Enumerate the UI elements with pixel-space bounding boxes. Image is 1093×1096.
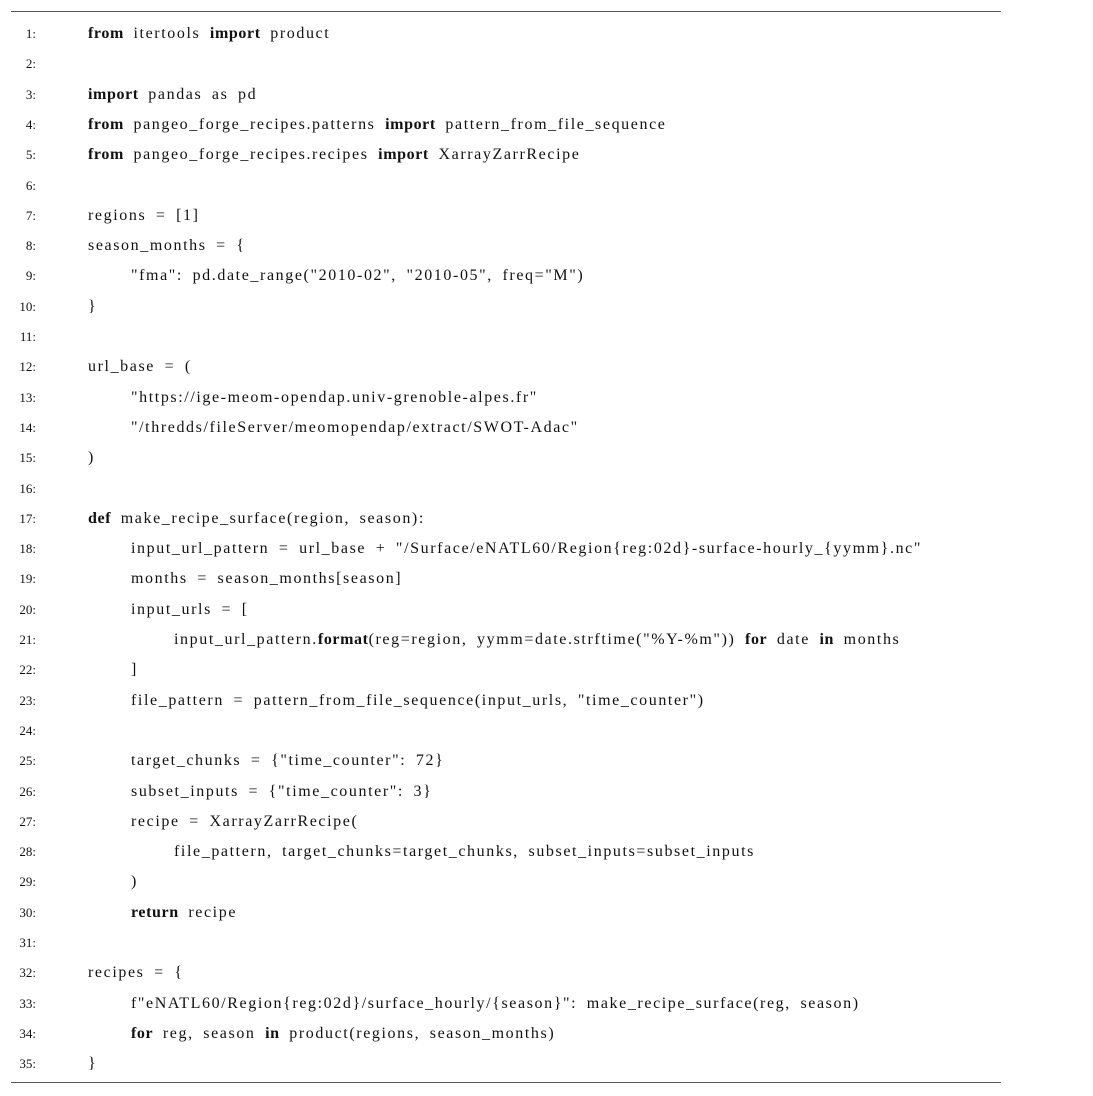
code-text: "/thredds/fileServer/meomopendap/extract/SWOT-Adac" — [131, 418, 579, 436]
code-text: pangeo_forge_recipes.recipes — [123, 146, 379, 164]
line-number: 24: — [19, 722, 36, 738]
code-text: } — [88, 297, 98, 315]
line-number: 28: — [19, 844, 36, 860]
line-number: 22: — [19, 662, 36, 678]
code-line — [0, 140, 1093, 170]
line-number: 17: — [19, 510, 36, 526]
top-rule — [11, 11, 1001, 12]
code-line — [0, 716, 1093, 746]
line-code — [131, 261, 584, 291]
keyword: from — [88, 146, 124, 164]
line-code — [131, 989, 860, 1019]
line-code — [131, 564, 402, 594]
line-number: 14: — [19, 419, 36, 435]
code-text: url_base = ( — [88, 358, 192, 376]
code-text: "fma": pd.date_range("2010-02", "2010-05", freq="M") — [131, 267, 585, 285]
line-code — [88, 231, 246, 261]
code-text: itertools — [123, 25, 210, 42]
line-number: 20: — [19, 601, 36, 617]
code-text: season_months = { — [88, 237, 246, 255]
line-number: 32: — [19, 965, 36, 981]
code-text: date — [767, 631, 820, 648]
code-text: input_urls = [ — [131, 600, 249, 618]
code-text: product(regions, season_months) — [279, 1024, 556, 1042]
code-line — [0, 49, 1093, 79]
code-text: make_recipe_surface(region, season): — [111, 509, 425, 527]
line-number: 4: — [25, 116, 36, 132]
line-number: 26: — [19, 783, 36, 799]
line-number: 15: — [19, 450, 36, 466]
code-line — [0, 807, 1093, 837]
line-number: 7: — [25, 207, 36, 223]
code-line — [0, 110, 1093, 140]
line-number: 18: — [19, 541, 36, 557]
code-text: file_pattern, target_chunks=target_chunks, subset_inputs=subset_inputs — [174, 843, 755, 861]
line-code — [131, 686, 705, 716]
keyword: import — [378, 146, 429, 164]
code-text: input_url_pattern. — [174, 631, 318, 648]
code-line — [0, 504, 1093, 534]
code-line — [0, 322, 1093, 352]
line-code — [88, 352, 192, 382]
keyword: return — [131, 903, 179, 921]
code-text: ] — [131, 661, 138, 679]
line-number: 21: — [19, 632, 36, 647]
bottom-rule — [11, 1082, 1001, 1083]
keyword: import — [209, 25, 261, 42]
line-number: 10: — [19, 298, 36, 314]
code-text: recipes = { — [88, 964, 184, 982]
code-line — [0, 261, 1093, 291]
code-line — [0, 686, 1093, 716]
line-number: 34: — [19, 1025, 36, 1041]
line-number: 35: — [19, 1056, 36, 1072]
line-code — [88, 1049, 97, 1079]
code-text: regions = [1] — [88, 206, 200, 224]
code-line — [0, 564, 1093, 594]
code-line — [0, 928, 1093, 958]
code-line — [0, 595, 1093, 625]
code-text: pattern_from_file_sequence — [435, 115, 667, 133]
code-line — [0, 19, 1093, 49]
line-code — [88, 292, 97, 322]
code-text: XarrayZarrRecipe — [428, 146, 581, 164]
code-line — [0, 443, 1093, 473]
code-line — [0, 413, 1093, 443]
line-code — [131, 595, 249, 625]
code-text: "https://ige-meom-opendap.univ-grenoble-alpes.fr" — [131, 388, 538, 406]
keyword: from — [88, 25, 124, 42]
line-code — [88, 80, 257, 110]
line-code — [88, 958, 184, 988]
code-line — [0, 1049, 1093, 1079]
code-line — [0, 898, 1093, 928]
line-number: 13: — [19, 389, 36, 405]
code-text: (reg=region, yymm=date.strftime("%Y-%m")) — [368, 631, 746, 648]
line-code — [174, 625, 900, 655]
line-number: 16: — [19, 480, 36, 496]
code-line — [0, 171, 1093, 201]
line-number: 9: — [25, 268, 36, 284]
line-number: 29: — [19, 874, 36, 890]
line-code — [131, 655, 138, 685]
line-number: 1: — [25, 26, 36, 41]
code-text: months = season_months[season] — [131, 570, 403, 588]
keyword: in — [265, 1024, 280, 1042]
code-text: product — [260, 25, 331, 42]
line-number: 6: — [25, 177, 36, 193]
code-line — [0, 352, 1093, 382]
line-code — [88, 504, 425, 534]
line-number: 33: — [19, 995, 36, 1011]
code-line — [0, 655, 1093, 685]
line-number: 8: — [25, 238, 36, 254]
keyword: def — [88, 509, 112, 527]
code-line — [0, 777, 1093, 807]
code-line — [0, 201, 1093, 231]
line-code — [88, 201, 200, 231]
keyword: for — [131, 1024, 154, 1042]
line-code — [174, 837, 755, 867]
code-line — [0, 474, 1093, 504]
keyword: in — [819, 631, 835, 648]
code-text: ) — [131, 873, 138, 891]
keyword: format — [317, 631, 369, 648]
code-text: pandas as pd — [138, 85, 258, 103]
line-code — [88, 140, 580, 170]
line-number: 2: — [25, 56, 36, 72]
keyword: from — [88, 115, 124, 133]
code-line — [0, 80, 1093, 110]
line-code — [131, 867, 138, 897]
code-text: file_pattern = pattern_from_file_sequence(input_urls, "time_counter") — [131, 691, 705, 709]
line-number: 19: — [19, 571, 36, 587]
code-text: input_url_pattern = url_base + "/Surface/eNATL60/Region{reg:02d}-surface-hourly_{yymm}.nc" — [131, 540, 922, 558]
line-number: 12: — [19, 359, 36, 375]
line-number: 30: — [19, 904, 36, 920]
line-number: 23: — [19, 692, 36, 708]
line-code — [131, 1019, 555, 1049]
code-text: recipe — [178, 903, 238, 921]
line-number: 5: — [25, 147, 36, 163]
line-number: 27: — [19, 813, 36, 829]
code-text: target_chunks = {"time_counter": 72} — [131, 752, 445, 770]
code-text: recipe = XarrayZarrRecipe( — [131, 812, 359, 830]
code-line — [0, 625, 1093, 655]
line-number: 25: — [19, 753, 36, 769]
line-code — [88, 19, 330, 49]
code-line — [0, 837, 1093, 867]
code-text: f"eNATL60/Region{reg:02d}/surface_hourly/{season}": make_recipe_surface(reg, season) — [131, 994, 860, 1012]
code-text: subset_inputs = {"time_counter": 3} — [131, 782, 433, 800]
code-text: months — [834, 631, 901, 648]
keyword: import — [88, 85, 139, 103]
line-number: 11: — [19, 329, 36, 344]
line-code — [131, 777, 432, 807]
line-code — [88, 443, 95, 473]
code-text: pangeo_forge_recipes.patterns — [123, 115, 386, 133]
code-text: reg, season — [153, 1024, 266, 1042]
keyword: for — [745, 631, 768, 648]
code-line — [0, 292, 1093, 322]
line-code — [131, 746, 444, 776]
code-line — [0, 383, 1093, 413]
code-text: } — [88, 1055, 98, 1073]
line-code — [131, 898, 237, 928]
code-line — [0, 534, 1093, 564]
code-line — [0, 1019, 1093, 1049]
line-code — [131, 807, 358, 837]
line-code — [88, 110, 667, 140]
code-line — [0, 989, 1093, 1019]
code-text: ) — [88, 449, 95, 467]
line-code — [131, 383, 538, 413]
keyword: import — [385, 115, 436, 133]
line-code — [131, 413, 579, 443]
line-number: 3: — [25, 86, 36, 102]
code-line — [0, 867, 1093, 897]
code-line — [0, 231, 1093, 261]
line-number: 31: — [19, 935, 36, 950]
code-line — [0, 958, 1093, 988]
code-line — [0, 746, 1093, 776]
line-code — [131, 534, 922, 564]
